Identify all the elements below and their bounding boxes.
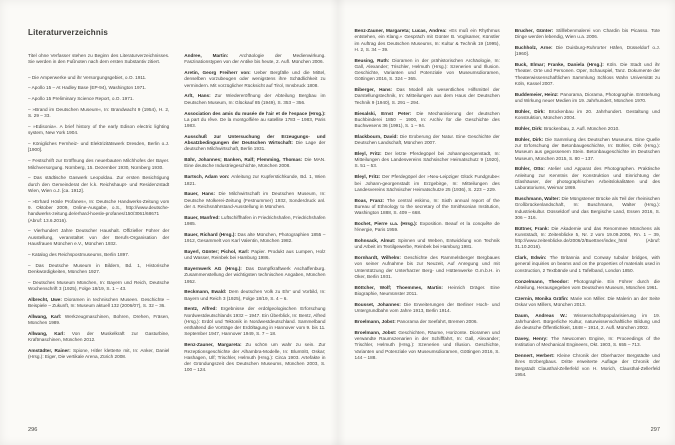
bibliography-entry: Bauer, Manfred: Luftschiffhafen in Friedrichshafen, Friedrichshafen 1985. <box>184 214 326 226</box>
bibliography-entry: Dennert, Herbert: Kleine Chronik der Oberharzer Bergstädte und ihres Erzbergbaus. Dritte erweiterte Auflage der Chronik der Bergstadt Clausthal-Zellerfeld von H. Morich, Clausthal-Zellerfeld 1954. <box>514 353 660 377</box>
bibliography-entry: Buschmann, Walter: Die Müngstener Brücke als Teil der rheinischen Großbrückenlandschaft, In: Buschmann, Walter (Hrsg.): Industriekultur. Düsseldorf und das Bergische Land, Essen 2016, S. 306 – 316. <box>514 196 660 220</box>
bibliography-entry: Biesalski, Ernst Peter: Die Mechanisierung der deutschen Buchbinderei 1850 – 1900, In: Archiv für die Geschichte des Buchwesens 36 (1991), S. 1 – 94. <box>354 110 500 129</box>
entry-author: Andree, Martin: <box>184 53 240 58</box>
entry-author: Buchholz, Arne: <box>514 45 556 51</box>
bibliography-entry: – Königliches Fernheiz- und Elektrizitätswerk Dresden, Berlin o.J. [1900]. <box>28 141 170 153</box>
bibliography-entry: Broelmann, Jobst: Panorama der Seefahrt, Bremen 2006. <box>354 318 478 324</box>
bibliography-entry: Bauer, Hans: Die Milchwirtschaft im Deutschen Museum, In: Deutsche Molkerei-Zeitung (Festnummer) 1932, Sonderdruck anl. der 4. Reichsnährstand-Ausstellung in München. <box>184 191 326 209</box>
entry-author: Biesalski, Ernst Peter: <box>354 110 417 116</box>
bibliography-column <box>355 28 500 383</box>
bibliography-entry: – Katalog des Reichspostmuseums, Berlin 1897. <box>28 251 130 257</box>
left-page-columns <box>28 53 326 378</box>
bibliography-entry: Andree, Martin: Archäologie der Medienwirkung. Faszinationstypen von der Antike bis heute, 2. Aufl. München 2006. <box>184 53 326 65</box>
bibliography-entry: Bohnsack, Almut: Spinnen und Weben, Entwicklung von Technik und Arbeit im Textilgewerbe, Reinbek bei Hamburg 1981. <box>354 238 500 250</box>
bibliography-entry: Bühler, Dirk: Die Sammlung des Deutschen Museums. Eine Quelle zur Erforschung der Betonbaugeschichte, In: Bühler, Dirk (Hrsg.): Museum aus gegossenem Stein. Betonbaugeschichte im Deutschen Museum, München 2015, S. 80 – 137. <box>514 136 660 161</box>
entry-author: Davey, Henry: <box>514 336 551 342</box>
bibliography-entry: Association des amis du musée de l'air et de l'espace (Hrsg.): La part du rêve. De la montgolfière au satellite 1783 – 1983, Paris 1983. <box>184 110 326 129</box>
bibliography-entry: – Das städtische Gaswerk Leopoldau. Zur ersten Besichtigung durch den Gemeinderat der k.k. Reichshaupt- und Residenzstadt Wien, Wien o.J. [ca. 1912]. <box>28 175 170 193</box>
entry-author: Allwang, Karl: <box>28 313 65 319</box>
entry-author: Broelmann, Jobst: <box>354 318 397 324</box>
page-right <box>338 0 675 445</box>
bibliography-entry: Allwang, Karl: Von der Muskelkraft zur Gasturbine, Kraftmaschinen, München 2012. <box>28 330 170 343</box>
entry-author: Brucher, Günter: <box>514 28 556 33</box>
bibliography-column <box>515 28 660 383</box>
page-title: Literaturverzeichnis <box>28 28 109 37</box>
entry-author: Buddemeier, Heinz: <box>514 91 561 97</box>
entry-author: Association des amis du musée de l'air et de l'espace (Hrsg.): <box>184 110 326 116</box>
bibliography-entry: Benz-Zauner, Margareta; Lucas, Andrea: »Es muß ein Rhythmus entstehen, ein Klang.« Gespräch mit Günter B. Voglsamer, Künstler im Auftrag des Deutschen Museums, In: Kultur & Technik 19 (1995), H. 2, S. 34 – 39. <box>354 28 500 52</box>
entry-author: Bornhardt, Wilhelm: <box>354 255 404 261</box>
entry-author: Bleyl, Fritz: <box>354 174 383 180</box>
entry-author: Böttcher, Wolf; Thoemmes, Martin: <box>354 284 448 290</box>
bibliography-entry: Böttcher, Wolf; Thoemmes, Martin: Heinrich Dräger. Eine Biographie, Neumünster 2011. <box>354 284 500 297</box>
entry-author: Bayernwerk AG (Hrsg.): <box>184 266 246 272</box>
bibliography-entry: Büttner, Frank: Die Akademie und das Renommee Münchens als Kunststadt, In: Zeitenblicke 5, Nr. 2 vom 19.09.2006, Rn. 1 – 39, http://www.zeitenblicke.de/2006/2/Buettner/index_html (Abruf: 31.10.2016). <box>514 225 660 250</box>
entry-author: Buschmann, Walter: <box>514 196 562 201</box>
bibliography-entry: Arlt, Hans: Zur Wiedereröffnung der Abteilung Bergbau im Deutschen Museum, In: Glückauf 85 (1949), S. 353 – 356. <box>184 93 326 105</box>
page-number-left: 296 <box>28 427 38 433</box>
bibliography-entry: – Deutsches Museum München, In: Bayern und Reich, Deutsche Wochenschrift 3 (1925), Folge 18/19, S. 1 – 43. <box>28 279 170 291</box>
entry-author: Conzelmann, Theodor: <box>514 278 574 284</box>
bibliography-entry: Bochet, Pierre u.a. (Hrsg.): Exposition. Beauf et la conquête de l'énergie, Paris 1959. <box>354 221 500 233</box>
entry-author: Benz-Zauner, Margareta: <box>184 342 246 348</box>
entry-author: Benz-Zauner, Margareta; Lucas, Andrea: <box>354 28 449 33</box>
entry-author: Bentz, Alfred: <box>184 306 221 312</box>
bibliography-entry: Bartsch, Adam von: Anleitung zur Kupferstichkunde, Bd. 1, Wien 1821. <box>184 174 326 186</box>
bibliography-entry: Buchholz, Arne: Die Duisburg-Ruhrorter Häfen, Düsseldorf o.J. [1960]. <box>514 45 660 57</box>
entry-author: Biberger, Hans: <box>354 87 397 93</box>
entry-author: Daum, Andreas W.: <box>514 312 574 318</box>
bibliography-entry: Davey, Henry: The Newcomen Engine, In: Proceedings of the Institution of Mechanical Engineers, Okt. 1903, S. 655 – 713. <box>514 336 660 348</box>
entry-author: Clark, Edwin: <box>514 255 550 261</box>
bibliography-column <box>184 53 325 378</box>
entry-author: Buck, Elmar; Franke, Daniela (Hrsg.): <box>514 62 607 68</box>
entry-author: Arlt, Hans: <box>184 93 215 99</box>
bibliography-entry: Boas, Franz: The central eskimo, In: Sixth annual report of the Bureau of Ethnology to the secretary of the Smithsonian Institution, Washington 1888, S. 409 – 668. <box>354 197 500 216</box>
entry-author: Büttner, Frank: <box>514 225 552 231</box>
bibliography-entry: – »Erhard Hösle Profanes«, In: Deutsche Handwerks-Zeitung vom 9. Oktober 2009, Online-Ausgabe, o.S., http://www.deutsche-handwerks-zeitung.de/erhard-hoesle-profanes/150/3061/68671 (Abruf: 13.6.2016). <box>28 198 170 223</box>
bibliography-entry: Buddemeier, Heinz: Panorama, Diorama, Photographie. Entstehung und Wirkung neuer Medien im 19. Jahrhundert, München 1970. <box>514 91 660 104</box>
entry-author: Allwang, Karl: <box>28 330 72 336</box>
bibliography-entry: – Die Amperwerke und ihr Versorgungsgebiet, o.O. 1911. <box>28 74 147 80</box>
bibliography-entry: Brucher, Günter: Stilllebenmalerei von Chardin bis Picasso. Tote Dinge werden lebendig, Wien u.a. 2006. <box>514 28 660 40</box>
entry-author: Bühler, Dirk: <box>514 108 549 114</box>
bibliography-entry: – Vierhundert Jahre Deutscher Haushalt. Offizieller Führer der Ausstellung, veranstaltet von der Berufs-Organisation der Hausfrauen München e.V., München 1932. <box>28 228 170 246</box>
bibliography-entry: Bühler, Dirk: Brückenbau, 2. Aufl. München 2010. <box>514 125 620 131</box>
bibliography-entry: Czernin, Monika Gräfin: Marie von Miller. Die Malerin an der Seite Oskar von Millers, München 2013. <box>514 295 660 307</box>
entry-author: Bauer, Hans: <box>184 191 219 197</box>
entry-author: Bähr, Johannes; Banken, Ralf; Flemming, Thomas: <box>184 157 305 163</box>
bibliography-entry: Bentz, Alfred: Ergebnisse der erdölgeologischen Erforschung Nordwestdeutschlands 1932 – 1947. Ein Überblick, In: Bentz, Alfred (Hrsg.): Erdöl und Tektonik in Nordwestdeutschland. Sammelband enthaltend die Vorträge der Erdöltagung in Hannover vom 9. bis 11. September 1947, Hannover 1949, S. 7 – 18. <box>184 306 326 337</box>
bibliography-entry: Bousset, Johannes: Die Erweiterungen der Berliner Hoch- und Untergrundbahn vom Jahre 1913, Berlin 1914. <box>354 301 500 314</box>
entry-author: Aretin, Georg Freiherr von: <box>184 70 255 76</box>
bibliography-entry: Amstädter, Rainer: Spione, Hitler kletterte mit, In: Anker, Daniel (Hrsg.): Eiger, Die vertikale Arena, Zürich 2008. <box>28 348 170 360</box>
entry-author: Bühler, Dirk: <box>514 125 544 131</box>
bibliography-entry: Albrecht, Uwe: Dioramen in technischen Museen. Geschichte – Beispiele – Zukunft, In: Museum aktuell 132 (2006/07), S. 32 – 36. <box>28 296 170 308</box>
bibliography-entry: – »Brand im Deutschen Museum«, In: Brandwacht 9 (1954), H. 2, S. 29 – 33. <box>28 107 170 119</box>
bibliography-entry: Bleyl, Fritz: Der Pferdegöpel der »Neu-Leipziger Glück Fundgrube« bei Johann-georgenstadt im Erzgebirge, In: Mitteilungen des Landesvereins Sächsischer Heimatschutze 25 (1936), S. 223 – 229. <box>354 174 500 192</box>
bibliography-entry: Aretin, Georg Freiherr von: Ueber Bergfälle und die Mittel, denselben vorzubeugen oder wenigstens ihre Schädlichkeit zu vermindern. Mit vorzüglicher Rücksicht auf Tirol, Innsbruck 1808. <box>184 70 326 88</box>
bibliography-entry: Benz-Zauner, Margareta: Zu schön um wahr zu sein. Zur Rezeptionsgeschichte der Alhambra-Modelle, In: Blumtritt, Oskar; Hashagen, Ulf; Trischler, Helmuth (Hrsg.): Circa 1903. Artefakte in der Gründungszeit des Deutschen Museums, München 2003, S. 100 – 124. <box>184 342 326 373</box>
bibliography-entry: – Festschrift zur Eröffnung des neuerbauten Milchhofes der Bayer. Milchversorgung. Nürnberg, 15. Dezember 1930, Nürnberg 1930. <box>28 158 170 170</box>
intro-paragraph: Titel ohne Verfasser stehen zu Beginn des Literaturverzeichnisses. Sie werden in den Fußnoten nach dem ersten Substantiv zitiert. <box>28 53 170 65</box>
bibliography-entry: – Apollo 15 – At Hadley Base (EP-94), Washington 1971. <box>28 85 147 91</box>
entry-author: Bousset, Johannes: <box>354 301 404 307</box>
bibliography-entry: Allwang, Karl: Werkzeugmaschinen, Bohren, Drehen, Fräsen, München 1989. <box>28 313 170 326</box>
bibliography-entry: Bleyl, Fritz: Der letzte Pferdegöpel bei Johanngeorgenstadt, In: Mitteilungen des Landesvereins Sächsischer Heimatschutz 9 (1920), S. 51 – 53. <box>354 150 500 169</box>
bibliography-entry: – Das Deutsche Museum in Bildern, Bd. 1, Historische Denkwürdigkeiten, München 1927. <box>28 262 170 274</box>
bibliography-entry: Broelmann, Jobst: Geschichten, Räume, Horizonte. Dioramen und verwandte Raumszenarien in der Schifffahrt, In: Gall, Alexander; Trischler, Helmuth (Hrsg.): Szenerien und Illusion. Geschichte, Varianten und Potenziale von Museumsdioramen, Göttingen 2016, S. 144 – 188. <box>354 329 500 360</box>
entry-author: Beusing, Ruth: <box>354 57 393 63</box>
entry-author: Amstädter, Rainer: <box>28 348 73 353</box>
bibliography-entry: Daum, Andreas W.: Wissenschaftspopularisierung im 19. Jahrhundert. Bürgerliche Kultur, naturwissenschaftliche Bildung und die deutsche Öffentlichkeit, 1848 – 1914, 2. Aufl. München 2002. <box>514 312 660 331</box>
bibliography-entry: Bähr, Johannes; Banken, Ralf; Flemming, Thomas: Die MAN. Eine deutsche Industriegeschichte, München 2008. <box>184 157 326 169</box>
entry-author: Bauer, Manfred: <box>184 214 222 220</box>
bibliography-entry: Buck, Elmar; Franke, Daniela (Hrsg.): Köln. Die Stadt und ihr Theater. Orte und Personen. Oper, Schauspiel, Tanz. Dokumente der Theaterwissenschaftlichen Sammlung Schloss Wahn Universität zu Köln, Kassel 2007. <box>514 62 660 86</box>
entry-author: Beckmann, Ewald: <box>184 289 229 295</box>
bibliography-entry: – Apollo 15 Preliminary Science Report, o.O. 1971. <box>28 96 134 102</box>
entry-author: Broelmann, Jobst: <box>354 329 399 335</box>
bibliography-entry: Ausschuß zur Untersuchung der Erzeugungs- und Absatzbedingungen der Deutschen Wirtschaft: Die Lage der deutschen Milchwirtschaft, Berlin 1931. <box>184 133 326 152</box>
entry-author: Bühler, Otto: <box>514 166 548 172</box>
entry-author: Czernin, Monika Gräfin: <box>514 295 571 301</box>
entry-author: Ausschuß zur Untersuchung der Erzeugungs- und Absatzbedingungen der Deutschen Wirtschaft: <box>184 133 326 146</box>
bibliography-entry: Biberger, Hans: Das Modell als wesentliches Hilfsmittel der Darstellungstechnik, In: Mitteilungen aus dem Haus der Deutschen Technik 9 (1940), S. 291 – 294. <box>354 87 500 105</box>
entry-author: Bleyl, Fritz: <box>354 150 385 156</box>
bibliography-entry: Beusing, Ruth: Dioramen in der prähistorischen Archäologie, In: Gall, Alexander; Trischler, Helmuth (Hrsg.): Szenerien und Illusion. Geschichte, Varianten und Potenziale von Museumsdioramen, Göttingen 2016, S. 324 – 365. <box>354 57 500 82</box>
entry-author: Albrecht, Uwe: <box>28 296 65 302</box>
bibliography-column <box>28 53 169 378</box>
bibliography-entry: Bayernwerk AG (Hrsg.): Das Dampfkraftwerk Aschaffenburg. Zusammenstellung der wichtigsten technischen Angaben, München 1952. <box>184 266 326 284</box>
entry-author: Dennert, Herbert: <box>514 353 558 359</box>
bibliography-entry: Clark, Edwin: The Britannia and Conway tubular bridges, with general inquiries on beams and on the properties of materials used in construction, 2 Textbände und 1 Tafelband, London 1850. <box>514 255 660 273</box>
entry-author: Bohnsack, Almut: <box>354 238 398 244</box>
entry-author: Boas, Franz: <box>354 197 387 203</box>
bibliography-entry: Bühler, Otto: Atelier und Apparat des Photographen. Praktische Anleitung zur Kenntnis der Konstruktion und Einrichtung der Glashäuser, der photographischen Arbeitslokalitäten und des Laboratoriums, Weimar 1869. <box>514 166 660 191</box>
bibliography-entry: Bauer, Richard (Hrsg.): Das alte München, Photographien 1855 – 1912, Gesammelt von Karl Valentin, München 1982. <box>184 231 326 244</box>
bibliography-entry: Blackbourn, David: Die Eroberung der Natur. Eine Geschichte der Deutschen Landschaft, München 2007. <box>354 133 500 146</box>
bibliography-entry: Conzelmann, Theodor: Photographie. Ein Führer durch die Abteilung, Herausgegeben vom Deutschen Museum, München 1961. <box>514 278 660 290</box>
entry-author: Bayerl, Günter; Pichol, Karl: <box>184 248 252 254</box>
page-number-right: 297 <box>650 427 660 433</box>
entry-author: Bartsch, Adam von: <box>184 174 232 180</box>
bibliography-entry: – »Edisonia«. A brief history of the early Edison electric lighting system, New York 1904. <box>28 124 170 136</box>
entry-author: Bühler, Dirk: <box>514 136 545 142</box>
bibliography-entry: Bühler, Dirk: Brückenbau im 20. Jahrhundert. Gestaltung und Konstruktion, München 2004. <box>514 108 660 121</box>
bibliography-entry: Bornhardt, Wilhelm: Geschichte des Rammelsberger Bergbaues von seiner Aufnahme bis zur Neuzeit, Auf Anregung und mit Unterstützung der Unterharzer Berg- und Hüttenwerke G.m.b.H. in Oker, Berlin 1931. <box>354 255 500 279</box>
right-page-columns <box>355 28 661 383</box>
entry-author: Bauer, Richard (Hrsg.): <box>184 231 238 237</box>
entry-author: Bochet, Pierre u.a. (Hrsg.): <box>354 221 420 226</box>
entry-author: Blackbourn, David: <box>354 133 400 139</box>
bibliography-entry: Bayerl, Günter; Pichol, Karl: Papier. Produkt aus Lumpen, Holz und Wasser, Reinbek bei Hamburg 1986. <box>184 248 326 261</box>
bibliography-entry: Beckmann, Ewald: Dem deutschen Volk zu Ehr' und Vorbild, In: Bayern und Reich 3 (1925), Folge 18/19, S. 4 – 6. <box>184 289 326 301</box>
